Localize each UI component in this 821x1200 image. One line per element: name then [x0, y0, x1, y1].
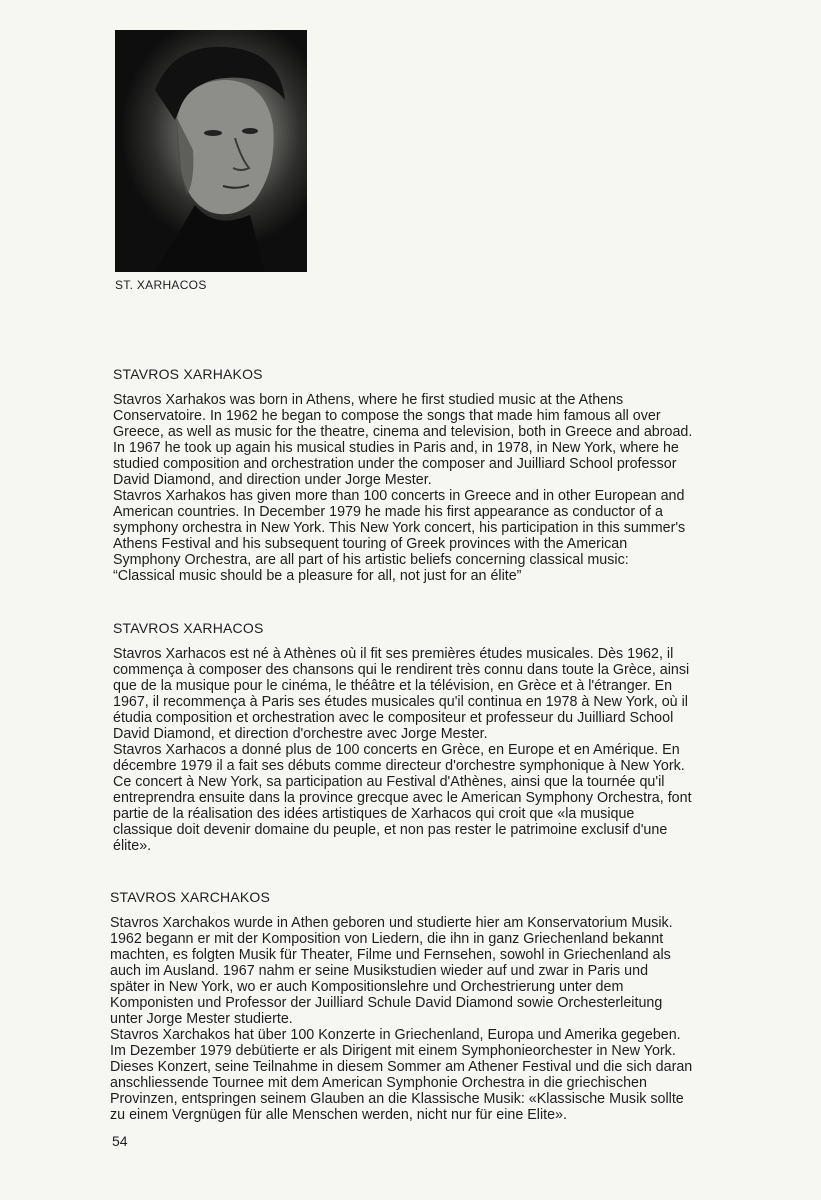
photo-caption: ST. XARHACOS: [115, 278, 207, 292]
page-number: 54: [112, 1133, 128, 1149]
portrait-photo: [115, 30, 307, 272]
english-section: [113, 366, 778, 584]
paragraph: Stavros Xarhakos was born in Athens, where he first studied music at the Athens Conservatoire. In 1962 he began to compose the songs that made him famous all over Greece, as well as music for the theatre, cinema and television, both in Greece and abroad. In 1967 he took up again his musical studies in Paris and, in 1978, in New York, where he studied composition and orchestration under the composer and Juilliard School professor David Diamond, and direction under Jorge Mester.: [113, 392, 693, 488]
paragraph: Stavros Xarchakos wurde in Athen geboren und studierte hier am Konservatorium Musik. 1962 begann er mit der Komposition von Liedern, die ihn in ganz Griechenland bekannt machten, es folgten Musik für Theater, Filme und Fernsehen, sowohl in Griechenland als auch im Ausland. 1967 nahm er seine Musikstudien wieder auf und zwar in Paris und später in New York, wo er auch Kompositionslehre und Orchestrierung unter dem Komponisten und Professor der Juilliard Schule David Diamond sowie Orchesterleitung unter Jorge Mester studierte.: [110, 915, 673, 1027]
german-section: [110, 889, 780, 1123]
paragraph: Stavros Xarhakos has given more than 100 concerts in Greece and in other European and American countries. In December 1979 he made his first appearance as conductor of a symphony orchestra in New York. This New York concert, his participation in this summer's Athens Festival and his subsequent touring of Greek provinces with the American Symphony Orchestra, are all part of his artistic beliefs concerning classical music: “Classical music should be a pleasure for all, not just for an élite”: [113, 488, 686, 584]
paragraph: Stavros Xarhacos a donné plus de 100 concerts en Grèce, en Europe et en Amérique. En décembre 1979 il a fait ses débuts comme directeur d'orchestre symphonique à New York. Ce concert à New York, sa participation au Festival d'Athènes, ainsi que la tournée qu'il entreprendra ensuite dans la province grecque avec le American Symphony Orchestra, font partie de la réalisation des idées artistiques de Xarhacos qui croit que «la musique classique doit devenir domaine du peuple, et non pas rester le patrimoine exclusif d'une élite».: [113, 742, 692, 854]
section-heading: STAVROS XARHAKOS: [113, 366, 263, 382]
french-section: [113, 620, 778, 854]
section-heading: STAVROS XARHACOS: [113, 620, 264, 636]
paragraph: Stavros Xarchakos hat über 100 Konzerte in Griechenland, Europa und Amerika gegeben. Im Dezember 1979 debütierte er als Dirigent mit einem Symphonieorchester in New York. Dieses Konzert, seine Teilnahme in diesem Sommer am Athener Festival und die sich daran anschliessende Tournee mit dem American Symphonie Orchestra in die griechischen Provinzen, entspringen seinem Glauben an die Klassische Musik: «Klassische Musik sollte zu einem Vergnügen für alle Menschen werden, nicht nur für eine Elite».: [110, 1027, 693, 1123]
portrait-illustration: [115, 30, 307, 272]
paragraph: Stavros Xarhacos est né à Athènes où il fit ses premières études musicales. Dès 1962, il commença à composer des chansons qui le rendirent très connu dans toute la Grèce, ainsi que de la musique pour le cinéma, le théâtre et la télévision, en Grèce et à l'étranger. En 1967, il recommença à Paris ses études musicales qu'il continua en 1978 à New York, où il étudia composition et orchestration avec le compositeur et professeur du Juilliard School David Diamond, et direction d'orchestre avec Jorge Mester.: [113, 646, 690, 742]
section-heading: STAVROS XARCHAKOS: [110, 889, 271, 905]
